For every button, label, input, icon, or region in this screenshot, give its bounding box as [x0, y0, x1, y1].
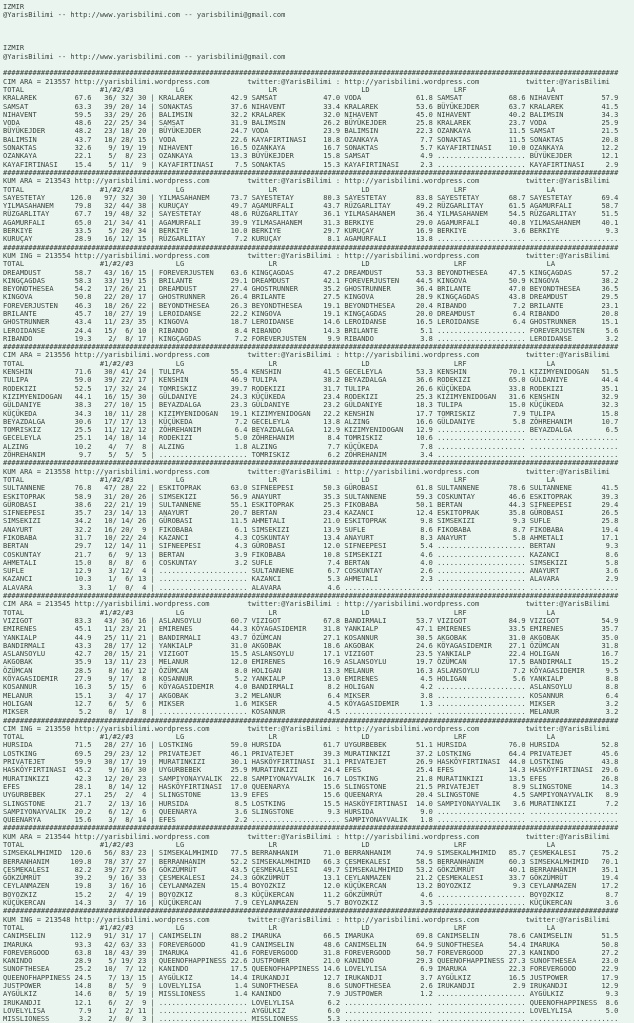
data-row: RODEKIZI 52.5 17/ 32/ 24 | TOMRISKIZ 39.7 RODEKIZI 31.7 TULIPA 26.6 KÜÇÜKEDA 33.8 RODEKIZI 35.1 — [3, 384, 619, 393]
data-row: KIZIMYENIDOGAN 44.1 16/ 15/ 30 | GÜLDANIYE 24.3 KÜÇÜKEDA 23.4 RODEKIZI 25.3 KIZIMYENIDOGAN 31.6 KENSHIN 32.9 — [3, 392, 619, 401]
block-title: KUM ARA = 213544 http://yarisbilimi.wordpress.com twitter:@YarisBilimi : http://yarisbilimi.wordpress.com twitter:@YarisBilimi — [3, 832, 610, 841]
data-row: VIZIGOT 83.3 43/ 36/ 16 | ASLANSOYLU 60.7 VIZIGOT 67.8 BANDIRMALI 53.7 VIZIGOT 84.9 VIZIGOT 54.9 — [3, 616, 619, 625]
column-header-row: TOTAL #1/#2/#3 LG LR LD LRF LA — [3, 923, 556, 932]
column-header-row: TOTAL #1/#2/#3 LG LR LD LRF LA — [3, 85, 556, 94]
data-row: HURSIDA 71.5 28/ 27/ 16 | LOSTKING 59.0 HURSIDA 61.7 UYGURBEBEK 51.1 HURSIDA 76.0 HURSIDA 52.8 — [3, 741, 619, 750]
data-row: BÜYÜKEJDER 48.2 23/ 18/ 20 | BÜYÜKEJDER 24.7 VODA 23.9 BALIMSIN 22.3 OZANKAYA 11.5 SAMSAT 21.5 — [3, 127, 619, 136]
data-row: JUSTPOWER 14.8 8/ 5/ 9 | LOVELYLISA 1.4 SUNOFTHESEA 8.6 SUNOFTHESEA 2.6 IRUKANDJI 2.9 IRUKANDJI 12.9 — [3, 982, 619, 991]
data-row: PRIVATEJET 59.9 30/ 17/ 19 | MURATINKIZI 30.1 HASKÖYFIRTINASI 31.1 PRIVATEJET 26.9 HASKÖYFIRTINASI 44.0 LOSTKING 43.8 — [3, 758, 619, 767]
data-row: EFES 28.1 8/ 14/ 12 | HASKÖYFIRTINASI 17.0 QUEENARYA 15.6 SLINGSTONE 21.5 PRIVATEJET 8.9 SLINGSTONE 14.3 — [3, 782, 619, 791]
separator-line: ################################################################################################################################################## — [3, 459, 619, 468]
data-row: EMIRENES 45.1 11/ 23/ 21 | EMIRENES 44.3 KÖYAGASIDEMIR 31.8 YANKIALP 47.1 EMIRENES 33.5 EMIRENES 35.7 — [3, 625, 619, 634]
data-row: HOLIGAN 12.7 6/ 5/ 6 | MIKSER 1.6 MIKSER 4.5 KÖYAGASIDEMIR 1.3 ..................... MIKSER 3.2 — [3, 699, 619, 708]
data-row: BOYOZKIZ 15.2 2/ 4/ 19 | BOYOZKIZ 8.3 KÜÇÜKERCAN 11.2 GÖKZÜMRÜT 4.6 ..................... BOYOZKIZ 8.7 — [3, 890, 619, 899]
blank-line — [3, 20, 634, 28]
separator-line: ################################################################################################################################################## — [3, 168, 619, 177]
data-row: DREAMDUST 58.7 43/ 16/ 15 | FOREVERJUSTEN 63.6 KINGÇAGDAS 47.2 DREAMDUST 53.3 BEYONDTHESEA 47.5 KINGÇAGDAS 57.2 — [3, 268, 619, 277]
data-row: ÖZÜMCAN 28.5 8/ 16/ 12 | ÖZÜMCAN 8.0 HOLIGAN 13.3 MELANUR 16.3 ASLANSOYLU 7.2 KÖYAGASIDEMIR 9.5 — [3, 666, 619, 675]
contact-line: @YarisBilimi -- http://www.yarisbilimi.com -- yarisbilimi@gmail.com — [3, 52, 286, 61]
data-row: YANKIALP 44.9 25/ 11/ 21 | BANDIRMALI 43.7 ÖZÜMCAN 27.1 KOSANNUR 30.5 AKGOBAK 31.0 AKGOBAK 35.0 — [3, 633, 619, 642]
data-row: GÖKZÜMRÜT 39.2 9/ 16/ 33 | ÇESMEKALESI 24.3 GÖKZÜMRÜT 13.1 CEYLANMAZEN 21.2 ÇESMEKALESI 33.7 GÖKZÜMRÜT 19.4 — [3, 874, 619, 883]
block-title: KUM ARA = 213558 http://yarisbilimi.wordpress.com twitter:@YarisBilimi : http://yarisbilimi.wordpress.com twitter:@YarisBilimi — [3, 467, 610, 476]
block-title: KUM ING = 213548 http://yarisbilimi.wordpress.com twitter:@YarisBilimi : http://yarisbilimi.wordpress.com twitter:@YarisBilimi — [3, 915, 610, 924]
data-row: BERTAN 29.7 12/ 14/ 11 | SIFNEEPESI 4.3 GÜROBASI 12.0 SIFNEEPESI 5.4 ..................... BERTAN 9.3 — [3, 542, 619, 551]
report-body — [3, 69, 634, 1023]
block-title: KUM ARA = 213543 http://yarisbilimi.wordpress.com twitter:@YarisBilimi : http://yarisbilimi.wordpress.com twitter:@YarisBilimi — [3, 177, 610, 186]
data-row: KINGÇAGDAS 58.3 33/ 19/ 15 | BRILANTE 29.1 DREAMDUST 42.1 FOREVERJUSTEN 44.5 KINGOVA 50.9 KINGOVA 38.2 — [3, 276, 619, 285]
data-row: SAYESTETAY 126.0 97/ 32/ 30 | YILMASAHANEM 73.7 SAYESTETAY 80.3 SAYESTETAY 83.8 SAYESTETAY 68.7 SAYESTETAY 69.4 — [3, 193, 619, 202]
city-label: IZMIR — [3, 3, 25, 11]
data-row: KÖYAGASIDEMIR 27.9 9/ 17/ 8 | KOSANNUR 5.2 YANKIALP 13.0 EMIRENES 4.5 HOLIGAN 5.6 YANKIALP 8.8 — [3, 675, 619, 684]
data-row: SAMPIYONAYVALIK 20.2 6/ 12/ 6 | QUEENARYA 3.6 SLINGSTONE 9.3 HURSIDA 9.0 ..................... ..................... — [3, 807, 619, 816]
block-title: KUM ING = 213554 http://yarisbilimi.wordpress.com twitter:@YarisBilimi : http://yarisbilimi.wordpress.com twitter:@YarisBilimi — [3, 251, 610, 260]
data-row: AGAMURFALI 65.0 21/ 34/ 41 | AGAMURFALI 39.9 YILMASAHANEM 31.3 BERKIYE 29.0 AGAMURFALI 40.8 YILMASAHANEM 40.1 — [3, 218, 619, 227]
data-row: BALIMSIN 43.7 18/ 28/ 15 | VODA 22.6 KAYAFIRTINASI 18.8 OZANKAYA 7.7 SONAKTAS 11.5 SONAKTAS 20.8 — [3, 135, 619, 144]
data-row: KÜÇÜKEDA 34.3 10/ 11/ 28 | KIZIMYENIDOGAN 19.1 KIZIMYENIDOGAN 22.2 KENSHIN 17.7 TOMRISKIZ 7.9 TULIPA 15.8 — [3, 409, 619, 418]
data-row: FIKOBABA 31.7 10/ 22/ 24 | KAZANCI 4.3 COSKUNTAY 13.4 ANAYURT 8.3 ANAYURT 5.8 AHMETALI 17.1 — [3, 534, 619, 542]
block-title: CIM ARA = 213557 http://yarisbilimi.wordpress.com twitter:@YarisBilimi : http://yarisbilimi.wordpress.com twitter:@YarisBilimi — [3, 77, 610, 86]
block-title: CIM ARA = 213556 http://yarisbilimi.wordpress.com twitter:@YarisBilimi : http://yarisbilimi.wordpress.com twitter:@YarisBilimi — [3, 351, 610, 360]
data-row: CANIMSELIN 112.9 91/ 31/ 17 | CANIMSELIN 88.2 IMARUKA 66.5 IMARUKA 69.8 CANIMSELIN 78.6 CANIMSELIN 51.5 — [3, 932, 619, 941]
data-row: SLINGSTONE 21.7 2/ 13/ 16 | HURSIDA 8.5 LOSTKING 15.5 HASKÖYFIRTINASI 14.0 SAMPIYONAYVALIK 3.6 MURATINKIZI 7.2 — [3, 799, 619, 808]
data-row: BRILANTE 45.7 10/ 27/ 19 | LEROIDANSE 22.2 KINGOVA 19.1 KINGÇAGDAS 20.0 DREAMDUST 6.4 RIBANDO 20.8 — [3, 309, 619, 318]
blank-line — [3, 36, 634, 44]
data-row: LOVELYLISA 7.9 1/ 2/ 11 | ..................... AYGÜLKIZ 6.0 ..................... ..................... LOVELYLISA 5.0 — [3, 1006, 619, 1015]
separator-line: ################################################################################################################################################## — [3, 824, 619, 833]
data-row: BERKIYE 33.5 5/ 20/ 34 | BERKIYE 10.0 BERKIYE 29.7 KURUÇAY 16.9 BERKIYE 3.6 BERKIYE 9.3 — [3, 227, 619, 236]
column-header-row: TOTAL #1/#2/#3 LG LR LD LRF LA — [3, 475, 556, 484]
data-row: TULIPA 59.0 39/ 22/ 17 | KENSHIN 46.9 TULIPA 38.2 BEYAZDALGA 36.6 RODEKIZI 65.0 GÜLDANIYE 44.4 — [3, 376, 619, 385]
data-row: SIFNEEPESI 35.7 23/ 14/ 13 | ANAYURT 20.7 BERTAN 23.4 KAZANCI 12.4 ESKITOPRAK 35.8 GÜROBASI 26.5 — [3, 509, 619, 518]
blank-line — [3, 28, 634, 36]
data-row: BANDIRMALI 43.3 28/ 17/ 12 | YANKIALP 31.0 AKGOBAK 18.6 AKGOBAK 24.6 KÖYAGASIDEMIR 27.1 ÖZÜMCAN 31.8 — [3, 641, 619, 650]
data-row: KURUÇAY 28.9 16/ 12/ 15 | RÜZGARLITAY 7.2 KURUÇAY 8.1 AGAMURFALI 13.8 ..................... ..................... — [3, 235, 619, 244]
separator-line: ################################################################################################################################################## — [3, 69, 619, 78]
column-header-row: TOTAL #1/#2/#3 LG LR LD LRF LA — [3, 260, 556, 269]
city-label: IZMIR — [3, 44, 25, 53]
data-row: SONAKTAS 32.6 9/ 19/ 19 | NIHAVENT 16.5 OZANKAYA 16.7 SONAKTAS 5.7 KAYAFIRTINASI 10.0 OZANKAYA 12.2 — [3, 144, 619, 153]
data-row: GÜROBASI 38.6 22/ 21/ 19 | SULTANNENE 55.1 ESKITOPRAK 25.3 FIKOBABA 50.1 BERTAN 44.3 SIFNEEPESI 29.4 — [3, 500, 619, 509]
data-row: QUEENARYA 15.6 3/ 8/ 14 | EFES 2.2 ..................... SAMPIYONAYVALIK 1.8 ..................... ..................... — [3, 816, 619, 825]
data-row: FOREVERJUSTEN 46.3 18/ 26/ 22 | BEYONDTHESEA 26.3 BEYONDTHESEA 19.1 BEYONDTHESEA 20.4 RIBANDO 7.2 BRILANTE 23.1 — [3, 301, 619, 310]
data-row: RIBANDO 19.3 2/ 8/ 17 | KINGÇAGDAS 7.2 FOREVERJUSTEN 9.9 RIBANDO 3.8 ..................... LEROIDANSE 3.2 — [3, 334, 619, 343]
block-title: CIM ARA = 213545 http://yarisbilimi.wordpress.com twitter:@YarisBilimi : http://yarisbilimi.wordpress.com twitter:@YarisBilimi — [3, 600, 610, 609]
column-header-row: TOTAL #1/#2/#3 LG LR LD LRF LA — [3, 359, 556, 368]
data-row: KANINDO 28.9 5/ 19/ 23 | QUEENOFHAPPINESS 22.6 JUSTPOWER 21.0 KANINDO 29.3 QUEENOFHAPPINESS 27.3 SUNOFTHESEA 23.0 — [3, 957, 619, 966]
column-header-row: TOTAL #1/#2/#3 LG LR LD LRF LA — [3, 733, 556, 742]
data-row: SULTANNENE 76.8 47/ 28/ 22 | ESKITOPRAK 63.0 SIFNEEPESI 50.3 GÜROBASI 61.8 SULTANNENE 78.6 SULTANNENE 41.5 — [3, 484, 619, 493]
contact-line: @YarisBilimi -- http://www.yarisbilimi.com -- yarisbilimi@gmail.com — [3, 11, 286, 20]
data-row: FOREVERGOOD 63.8 18/ 43/ 39 | IMARUKA 41.6 FOREVERGOOD 31.8 FOREVERGOOD 50.7 FOREVERGOOD 27.3 KANINDO 27.2 — [3, 948, 619, 957]
data-row: KRALAREK 67.6 36/ 32/ 30 | KRALAREK 42.9 SAMSAT 47.0 VODA 61.8 SAMSAT 68.6 NIHAVENT 57.9 — [3, 94, 619, 103]
data-row: LOSTKING 69.5 29/ 23/ 12 | PRIVATEJET 46.1 PRIVATEJET 39.3 MURATINKIZI 37.2 LOSTKING 64.4 PRIVATEJET 45.6 — [3, 749, 619, 758]
data-row: ESKITOPRAK 58.9 31/ 20/ 26 | SIMSEKIZI 56.9 ANAYURT 35.3 SULTANNENE 59.3 COSKUNTAY 46.6 ESKITOPRAK 39.3 — [3, 492, 619, 501]
data-row: RÜZGARLITAY 67.7 19/ 48/ 32 | SAYESTETAY 48.6 RÜZGARLITAY 36.1 YILMASAHANEM 36.4 YILMASAHANEM 54.5 RÜZGARLITAY 51.5 — [3, 210, 619, 219]
data-row: KÜÇÜKERCAN 14.3 3/ 7/ 16 | KÜÇÜKERCAN 7.9 CEYLANMAZEN 5.7 BOYOZKIZ 3.5 ..................... KÜÇÜKERCAN 3.6 — [3, 899, 619, 908]
separator-line: ################################################################################################################################################## — [3, 907, 619, 916]
data-row: SIMSEKALMHIMID 120.6 56/ 83/ 23 | SIMSEKALMHIMID 77.5 BERRANHANIM 71.0 BERRANHANIM 74.9 SIMSEKALMHIMID 85.7 ÇESMEKALESI 75.2 — [3, 849, 619, 858]
data-row: GÜLDANIYE 38.3 27/ 10/ 15 | BEYAZDALGA 23.3 GÜLDANIYE 23.2 GÜLDANIYE 18.3 TULIPA 15.0 KÜÇÜKEDA 32.3 — [3, 401, 619, 410]
data-row: KENSHIN 71.6 30/ 41/ 24 | TULIPA 55.4 KENSHIN 41.5 GECELEYLA 53.3 KENSHIN 70.1 KIZIMYENIDOGAN 51.5 — [3, 368, 619, 377]
data-row: SIMSEKIZI 34.2 10/ 14/ 26 | GÜROBASI 11.5 AHMETALI 21.0 ESKITOPRAK 9.8 SIMSEKIZI 9.3 SUFLE 25.8 — [3, 517, 619, 526]
column-header-row: TOTAL #1/#2/#3 LG LR LD LRF LA — [3, 185, 556, 194]
separator-line: ################################################################################################################################################## — [3, 343, 619, 352]
separator-line: ################################################################################################################################################## — [3, 243, 619, 252]
data-row: YILMASAHANEM 79.8 32/ 44/ 38 | KURUÇAY 49.7 AGAMURFALI 43.7 RÜZGARLITAY 49.2 RÜZGARLITAY 61.5 AGAMURFALI 58.7 — [3, 202, 619, 211]
data-row: COSKUNTAY 21.7 6/ 9/ 13 | BERTAN 3.9 FIKOBABA 10.8 SIMSEKIZI 4.6 ..................... KAZANCI 8.6 — [3, 550, 619, 559]
data-row: HASKÖYFIRTINASI 45.2 9/ 16/ 30 | UYGURBEBEK 25.9 MURATINKIZI 24.4 EFES 25.4 EFES 14.3 HASKÖYFIRTINASI 29.6 — [3, 766, 619, 775]
data-row: AHMETALI 15.0 8/ 8/ 6 | COSKUNTAY 3.2 SUFLE 7.4 BERTAN 4.0 ..................... SIMSEKIZI 5.8 — [3, 558, 619, 567]
data-row: SUFLE 12.9 3/ 12/ 4 | ..................... SULTANNENE 6.7 COSKUNTAY 2.6 ..................... ANAYURT 3.6 — [3, 567, 619, 576]
data-row: ALZING 10.2 4/ 7/ 8 | ALZING 1.8 ALZING 7.7 KÜÇÜKEDA 7.8 ..................... ..................... — [3, 442, 619, 451]
data-row: MURATINKIZI 42.3 12/ 20/ 23 | SAMPIYONAYVALIK 22.8 SAMPIYONAYVALIK 16.7 LOSTKING 21.8 MURATINKIZI 13.5 EFES 26.8 — [3, 774, 619, 783]
block-title: CIM ING = 213550 http://yarisbilimi.wordpress.com twitter:@YarisBilimi : http://yarisbilimi.wordpress.com twitter:@YarisBilimi — [3, 724, 610, 733]
data-row: BEYAZDALGA 30.6 17/ 17/ 13 | KÜÇÜKEDA 7.2 GECELEYLA 13.8 ALZING 16.6 GÜLDANIYE 5.8 ZÖHREHANIM 10.7 — [3, 417, 619, 426]
column-header-row: TOTAL #1/#2/#3 LG LR LD LRF LA — [3, 840, 556, 849]
column-header-row: TOTAL #1/#2/#3 LG LR LD LRF LA — [3, 608, 556, 617]
data-row: SAMSAT 63.3 39/ 20/ 14 | SONAKTAS 37.6 NIHAVENT 33.4 KRALAREK 53.6 BÜYÜKEJDER 63.7 KRALAREK 41.5 — [3, 102, 619, 111]
data-row: SUNOFTHESEA 25.2 10/ 7/ 12 | KANINDO 17.5 QUEENOFHAPPINESS 14.6 LOVELYLISA 6.9 IMARUKA 22.3 FOREVERGOOD 22.9 — [3, 965, 619, 974]
data-row: ASLANSOYLU 42.7 20/ 15/ 21 | VIZIGOT 15.5 ASLANSOYLU 17.1 VIZIGOT 23.5 YANKIALP 22.4 HOLIGAN 16.7 — [3, 650, 619, 659]
separator-line: ################################################################################################################################################## — [3, 592, 619, 601]
data-row: LEROIDANSE 24.4 15/ 6/ 10 | RIBANDO 8.4 RIBANDO 14.3 BRILANTE 5.1 ..................... FOREVERJUSTEN 5.6 — [3, 326, 619, 335]
data-row: GHOSTRUNNER 43.4 11/ 23/ 35 | KINGOVA 18.7 LEROIDANSE 14.6 LEROIDANSE 16.5 LEROIDANSE 6.4 GHOSTRUNNER 15.1 — [3, 318, 619, 327]
data-row: KAZANCI 10.3 1/ 6/ 13 | ..................... KAZANCI 5.3 AHMETALI 2.3 ..................... ALAVARA 2.9 — [3, 575, 619, 584]
data-row: VODA 48.6 22/ 25/ 34 | SAMSAT 31.9 BALIMSIN 26.2 BÜYÜKEJDER 25.8 KRALAREK 23.7 VODA 25.9 — [3, 119, 619, 128]
data-row: UYGURBEBEK 27.1 25/ 2/ 4 | SLINGSTONE 13.9 EFES 15.6 QUEENARYA 20.4 SLINGSTONE 4.5 SAMPIYONAYVALIK 8.9 — [3, 791, 619, 800]
data-row: ALAVARA 3.3 1/ 0/ 4 | ..................... ALAVARA 4.6 ..................... ..................... ..................... — [3, 583, 619, 592]
data-row: OZANKAYA 22.1 5/ 8/ 23 | OZANKAYA 13.3 BÜYÜKEJDER 15.8 SAMSAT 4.9 ..................... BÜYÜKEJDER 12.1 — [3, 152, 619, 161]
data-row: ÇESMEKALESI 82.2 39/ 27/ 56 | GÖKZÜMRÜT 43.5 ÇESMEKALESI 49.7 SIMSEKALMHIMID 53.2 GÖKZÜMRÜT 40.1 BERRANHANIM 35.1 — [3, 865, 619, 874]
data-row: ZÖHREHANIM 9.7 5/ 5/ 5 | ..................... TOMRISKIZ 6.2 ZÖHREHANIM 3.4 ..................... ..................... — [3, 451, 619, 460]
data-row: AYGÜLKIZ 14.6 0/ 5/ 19 | MISSLIONESS 1.4 KANINDO 7.9 JUSTPOWER 1.2 ..................... AYGÜLKIZ 9.3 — [3, 990, 619, 999]
data-row: KOSANNUR 16.3 5/ 15/ 6 | KÖYAGASIDEMIR 4.0 BANDIRMALI 8.2 HOLIGAN 4.2 ..................... ASLANSOYLU 8.8 — [3, 683, 619, 692]
data-row: GECELEYLA 25.1 14/ 18/ 14 | RODEKIZI 5.0 ZÖHREHANIM 8.4 TOMRISKIZ 10.6 ..................... ..................... — [3, 434, 619, 443]
data-row: KAYAFIRTINASI 15.4 5/ 11/ 9 | KAYAFIRTINASI 7.5 SONAKTAS 15.3 KAYAFIRTINASI 2.3 ..................... KAYAFIRTINASI 2.9 — [3, 160, 619, 169]
data-row: NIHAVENT 59.5 33/ 29/ 26 | BALIMSIN 32.2 KRALAREK 32.0 NIHAVENT 45.0 NIHAVENT 40.2 BALIMSIN 34.3 — [3, 110, 619, 119]
data-row: AKGOBAK 35.9 13/ 11/ 23 | MELANUR 12.0 EMIRENES 16.9 ASLANSOYLU 19.7 ÖZÜMCAN 17.5 BANDIRMALI 15.2 — [3, 658, 619, 667]
data-row: MELANUR 15.1 3/ 4/ 17 | AKGOBAK 3.2 MELANUR 6.4 MIKSER 3.8 ..................... KOSANNUR 6.4 — [3, 691, 619, 700]
data-row: ANAYURT 32.2 16/ 20/ 9 | FIKOBABA 6.1 SIMSEKIZI 13.9 SUFLE 8.6 FIKOBABA 8.7 FIKOBABA 19.4 — [3, 525, 619, 534]
separator-line: ################################################################################################################################################## — [3, 716, 619, 725]
data-row: TOMRISKIZ 25.5 11/ 12/ 12 | ZÖHREHANIM 6.4 BEYAZDALGA 12.9 KIZIMYENIDOGAN 12.9 ..................... BEYAZDALGA 6.5 — [3, 426, 619, 435]
data-row: CEYLANMAZEN 19.8 3/ 16/ 16 | CEYLANMAZEN 15.4 BOYOZKIZ 12.0 KÜÇÜKERCAN 13.2 BOYOZKIZ 9.3 CEYLANMAZEN 17.2 — [3, 882, 619, 891]
data-row: QUEENOFHAPPINESS 24.5 7/ 13/ 15 | AYGÜLKIZ 14.4 IRUKANDJI 12.7 IRUKANDJI 3.7 AYGÜLKIZ 16.5 JUSTPOWER 17.9 — [3, 973, 619, 982]
data-row: MISSLIONESS 3.2 2/ 0/ 3 | ..................... MISSLIONESS 5.3 ..................... ..................... ..................... — [3, 1015, 619, 1023]
data-row: IRUKANDJI 12.1 6/ 2/ 9 | ..................... LOVELYLISA 6.2 ..................... ..................... QUEENOFHAPPINESS 8.6 — [3, 998, 619, 1007]
blank-line — [3, 61, 634, 69]
data-row: BERRANHANIM 109.8 78/ 37/ 27 | BERRANHANIM 52.2 SIMSEKALMHIMID 66.3 ÇESMEKALESI 58.5 BERRANHANIM 60.3 SIMSEKALMHIMID 70.1 — [3, 857, 619, 866]
data-row: IMARUKA 93.3 42/ 63/ 33 | FOREVERGOOD 41.9 CANIMSELIN 48.6 CANIMSELIN 64.9 SUNOFTHESEA 54.4 IMARUKA 50.8 — [3, 940, 619, 949]
data-row: BEYONDTHESEA 54.2 17/ 26/ 21 | DREAMDUST 27.4 GHOSTRUNNER 35.2 GHOSTRUNNER 36.4 BRILANTE 47.0 BEYONDTHESEA 36.5 — [3, 285, 619, 294]
data-row: MIKSER 5.2 0/ 1/ 8 | ..................... KOSANNUR 4.5 ..................... ..................... MELANUR 3.2 — [3, 708, 619, 717]
data-row: KINGOVA 50.8 22/ 20/ 17 | GHOSTRUNNER 26.4 BRILANTE 27.5 KINGOVA 28.9 KINGÇAGDAS 43.8 DREAMDUST 29.5 — [3, 293, 619, 302]
